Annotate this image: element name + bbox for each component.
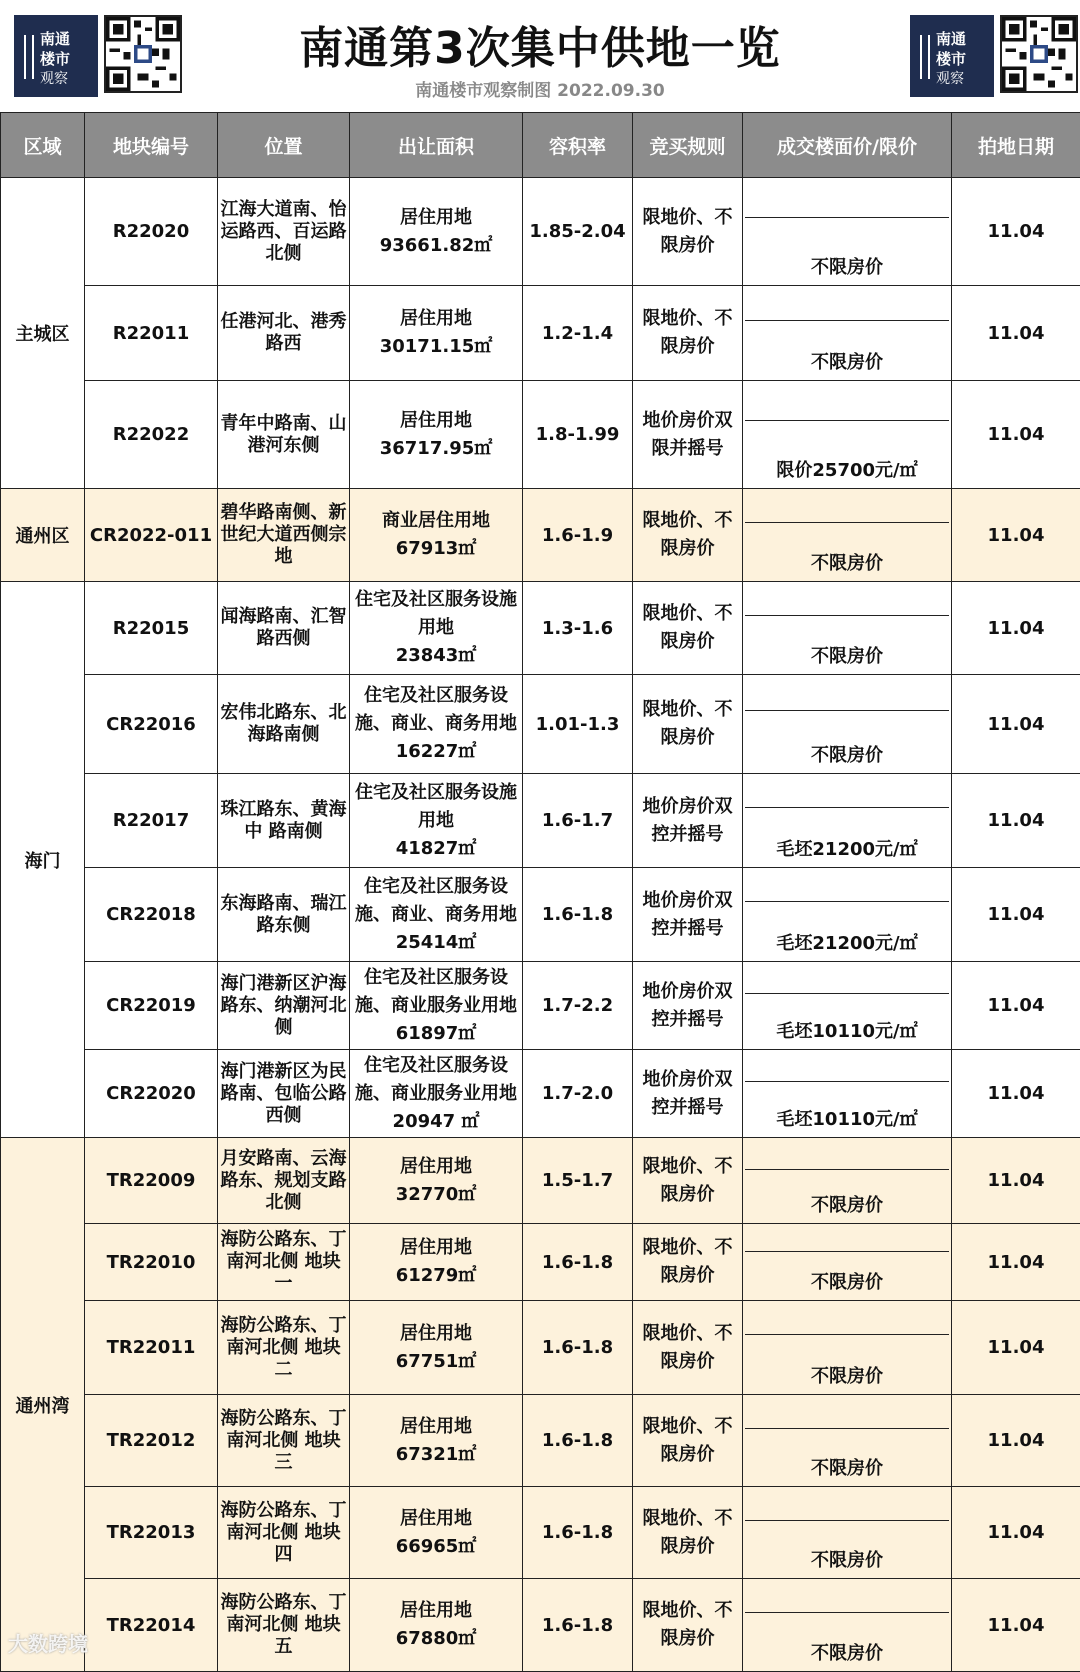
column-header: 拍地日期: [952, 113, 1080, 178]
bidding-rule-cell: 地价房价双限并摇号: [633, 381, 743, 489]
area-value: 67913㎡: [352, 535, 520, 563]
parcel-code-cell: R22022: [85, 381, 218, 489]
area-value: 93661.82㎡: [352, 232, 520, 260]
column-header: 位置: [218, 113, 350, 178]
brand-logo-left: [14, 15, 182, 97]
price-cell: [743, 1579, 952, 1672]
price-cell: [743, 489, 952, 582]
location-cell: 月安路南、云海路东、规划支路北侧: [218, 1138, 350, 1224]
area-value: 67321㎡: [352, 1441, 520, 1469]
logo-mark: [910, 15, 994, 97]
location-cell: 海门港新区沪海路东、纳潮河北侧: [218, 962, 350, 1050]
logo-bars-icon: [920, 35, 930, 79]
bidding-rule-cell: 地价房价双控并摇号: [633, 868, 743, 962]
price-top-subcell: [745, 675, 949, 711]
logo-text-1: 南通: [936, 29, 986, 49]
far-cell: 1.6-1.7: [523, 774, 633, 868]
bidding-rule-cell: 地价房价双控并摇号: [633, 962, 743, 1050]
column-header: 容积率: [523, 113, 633, 178]
price-wrap: [745, 1050, 949, 1137]
far-cell: 1.85-2.04: [523, 178, 633, 286]
area-value: 61279㎡: [352, 1262, 520, 1290]
far-cell: 1.6-1.8: [523, 868, 633, 962]
area-value: 67880㎡: [352, 1625, 520, 1653]
price-cell: [743, 1050, 952, 1138]
auction-date-cell: 11.04: [952, 1395, 1080, 1487]
parcel-code-cell: TR22012: [85, 1395, 218, 1487]
parcel-code-cell: R22015: [85, 582, 218, 675]
auction-date-cell: 11.04: [952, 774, 1080, 868]
logo-text-2: 楼市: [40, 49, 90, 69]
price-top-subcell: [745, 1224, 949, 1252]
location-cell: 宏伟北路东、北海路南侧: [218, 675, 350, 774]
price-top-subcell: [745, 1395, 949, 1429]
bidding-rule-cell: 限地价、不限房价: [633, 489, 743, 582]
far-cell: 1.6-1.8: [523, 1224, 633, 1301]
bidding-rule-cell: 限地价、不限房价: [633, 1487, 743, 1579]
price-cell: [743, 774, 952, 868]
table-row: [1, 1487, 1080, 1579]
price-wrap: [745, 675, 949, 773]
region-cell: 海门: [1, 582, 85, 1138]
price-top-subcell: [745, 1050, 949, 1082]
price-cell: [743, 962, 952, 1050]
bidding-rule-cell: 限地价、不限房价: [633, 1395, 743, 1487]
location-cell: 海防公路东、丁南河北侧 地块四: [218, 1487, 350, 1579]
area-cell: [350, 1487, 523, 1579]
far-cell: 1.8-1.99: [523, 381, 633, 489]
price-top-subcell: [745, 774, 949, 808]
land-supply-table: [0, 112, 1080, 1672]
region-cell: 通州湾: [1, 1138, 85, 1672]
bidding-rule-cell: 限地价、不限房价: [633, 582, 743, 675]
table-row: [1, 774, 1080, 868]
price-cell: [743, 675, 952, 774]
far-cell: 1.6-1.8: [523, 1579, 633, 1672]
auction-date-cell: 11.04: [952, 1487, 1080, 1579]
price-cell: [743, 381, 952, 489]
far-cell: 1.7-2.2: [523, 962, 633, 1050]
area-cell: [350, 1579, 523, 1672]
area-cell: [350, 774, 523, 868]
parcel-code-cell: TR22014: [85, 1579, 218, 1672]
price-limit-value: 不限房价: [745, 1613, 949, 1671]
parcel-code-cell: R22017: [85, 774, 218, 868]
table-row: [1, 1301, 1080, 1395]
logo-text-3: 观察: [40, 69, 90, 89]
location-cell: 海防公路东、丁南河北侧 地块一: [218, 1224, 350, 1301]
qr-code-icon: [104, 15, 182, 93]
land-use-text: 住宅及社区服务设施用地: [352, 586, 520, 642]
area-value: 36717.95㎡: [352, 435, 520, 463]
bidding-rule-cell: 限地价、不限房价: [633, 1301, 743, 1395]
price-cell: [743, 1395, 952, 1487]
price-wrap: [745, 774, 949, 867]
bidding-rule-cell: 地价房价双控并摇号: [633, 774, 743, 868]
table-row: [1, 962, 1080, 1050]
location-cell: 海门港新区为民路南、包临公路西侧: [218, 1050, 350, 1138]
qr-code-icon: [1000, 15, 1078, 93]
price-limit-value: 不限房价: [745, 523, 949, 581]
price-limit-value: 不限房价: [745, 1521, 949, 1578]
price-limit-value: 毛坯21200元/㎡: [745, 808, 949, 867]
price-limit-value: 不限房价: [745, 1252, 949, 1300]
price-wrap: [745, 582, 949, 674]
price-cell: [743, 582, 952, 675]
price-top-subcell: [745, 868, 949, 902]
price-wrap: [745, 1395, 949, 1486]
price-cell: [743, 1301, 952, 1395]
price-cell: [743, 286, 952, 381]
area-cell: [350, 1138, 523, 1224]
land-use-text: 居住用地: [352, 204, 520, 232]
price-wrap: [745, 1579, 949, 1671]
parcel-code-cell: CR22016: [85, 675, 218, 774]
page-title: 南通第3次集中供地一览: [200, 12, 880, 76]
price-wrap: [745, 286, 949, 380]
column-header: 竞买规则: [633, 113, 743, 178]
bidding-rule-cell: 限地价、不限房价: [633, 1224, 743, 1301]
price-cell: [743, 1224, 952, 1301]
area-value: 67751㎡: [352, 1348, 520, 1376]
area-cell: [350, 675, 523, 774]
price-limit-value: 毛坯21200元/㎡: [745, 902, 949, 961]
auction-date-cell: 11.04: [952, 1301, 1080, 1395]
price-limit-value: 限价25700元/㎡: [745, 421, 949, 488]
auction-date-cell: 11.04: [952, 381, 1080, 489]
logo-text-1: 南通: [40, 29, 90, 49]
land-use-text: 住宅及社区服务设施、商业服务业用地: [352, 1052, 520, 1108]
price-wrap: [745, 962, 949, 1049]
land-use-text: 居住用地: [352, 1505, 520, 1533]
land-use-text: 居住用地: [352, 1597, 520, 1625]
land-use-text: 居住用地: [352, 407, 520, 435]
price-top-subcell: [745, 1138, 949, 1170]
land-use-text: 居住用地: [352, 1234, 520, 1262]
auction-date-cell: 11.04: [952, 178, 1080, 286]
area-cell: [350, 381, 523, 489]
far-cell: 1.01-1.3: [523, 675, 633, 774]
land-use-text: 居住用地: [352, 1413, 520, 1441]
table-row: [1, 489, 1080, 582]
price-limit-value: 不限房价: [745, 1170, 949, 1223]
parcel-code-cell: CR22020: [85, 1050, 218, 1138]
auction-date-cell: 11.04: [952, 582, 1080, 675]
table-row: [1, 868, 1080, 962]
area-value: 16227㎡: [352, 738, 520, 766]
price-top-subcell: [745, 1301, 949, 1335]
price-cell: [743, 1487, 952, 1579]
logo-text-2: 楼市: [936, 49, 986, 69]
area-value: 66965㎡: [352, 1533, 520, 1561]
area-value: 20947 ㎡: [352, 1108, 520, 1136]
location-cell: 珠江路东、黄海中 路南侧: [218, 774, 350, 868]
bidding-rule-cell: 地价房价双控并摇号: [633, 1050, 743, 1138]
watermark: 大数跨境: [8, 1628, 88, 1657]
far-cell: 1.6-1.8: [523, 1395, 633, 1487]
price-limit-value: 毛坯10110元/㎡: [745, 994, 949, 1049]
area-cell: [350, 1395, 523, 1487]
parcel-code-cell: TR22010: [85, 1224, 218, 1301]
price-limit-value: 不限房价: [745, 1335, 949, 1394]
bidding-rule-cell: 限地价、不限房价: [633, 1579, 743, 1672]
location-cell: 任港河北、港秀路西: [218, 286, 350, 381]
area-value: 30171.15㎡: [352, 333, 520, 361]
location-cell: 江海大道南、怡运路西、百运路北侧: [218, 178, 350, 286]
page-subtitle: 南通楼市观察制图 2022.09.30: [200, 76, 880, 101]
area-cell: [350, 962, 523, 1050]
parcel-code-cell: CR22018: [85, 868, 218, 962]
column-header: 区域: [1, 113, 85, 178]
price-top-subcell: [745, 582, 949, 616]
far-cell: 1.6-1.9: [523, 489, 633, 582]
area-cell: [350, 178, 523, 286]
land-use-text: 住宅及社区服务设施、商业服务业用地: [352, 964, 520, 1020]
area-value: 41827㎡: [352, 835, 520, 863]
land-use-text: 居住用地: [352, 305, 520, 333]
land-use-text: 居住用地: [352, 1153, 520, 1181]
price-limit-value: 毛坯10110元/㎡: [745, 1082, 949, 1137]
price-top-subcell: [745, 286, 949, 321]
table-row: [1, 582, 1080, 675]
parcel-code-cell: TR22011: [85, 1301, 218, 1395]
price-top-subcell: [745, 178, 949, 218]
logo-bars-icon: [24, 35, 34, 79]
location-cell: 海防公路东、丁南河北侧 地块五: [218, 1579, 350, 1672]
price-top-subcell: [745, 1579, 949, 1613]
parcel-code-cell: TR22009: [85, 1138, 218, 1224]
price-cell: [743, 178, 952, 286]
logo-mark: [14, 15, 98, 97]
price-top-subcell: [745, 489, 949, 523]
price-limit-value: 不限房价: [745, 711, 949, 773]
auction-date-cell: 11.04: [952, 962, 1080, 1050]
table-row: [1, 1050, 1080, 1138]
table-row: [1, 381, 1080, 489]
price-limit-value: 不限房价: [745, 1429, 949, 1486]
location-cell: 海防公路东、丁南河北侧 地块三: [218, 1395, 350, 1487]
auction-date-cell: 11.04: [952, 675, 1080, 774]
parcel-code-cell: CR2022-011: [85, 489, 218, 582]
area-cell: [350, 286, 523, 381]
location-cell: 碧华路南侧、新世纪大道西侧宗地: [218, 489, 350, 582]
land-use-text: 居住用地: [352, 1320, 520, 1348]
price-top-subcell: [745, 1487, 949, 1521]
bidding-rule-cell: 限地价、不限房价: [633, 1138, 743, 1224]
land-use-text: 住宅及社区服务设施、商业、商务用地: [352, 682, 520, 738]
bidding-rule-cell: 限地价、不限房价: [633, 286, 743, 381]
column-header: 成交楼面价/限价: [743, 113, 952, 178]
far-cell: 1.6-1.8: [523, 1301, 633, 1395]
price-wrap: [745, 1301, 949, 1394]
price-cell: [743, 1138, 952, 1224]
area-cell: [350, 1050, 523, 1138]
far-cell: 1.5-1.7: [523, 1138, 633, 1224]
location-cell: 青年中路南、山港河东侧: [218, 381, 350, 489]
parcel-code-cell: CR22019: [85, 962, 218, 1050]
area-value: 23843㎡: [352, 642, 520, 670]
area-cell: [350, 582, 523, 675]
area-cell: [350, 1301, 523, 1395]
region-cell: 通州区: [1, 489, 85, 582]
table-row: [1, 178, 1080, 286]
auction-date-cell: 11.04: [952, 1138, 1080, 1224]
table-header-row: [1, 113, 1080, 178]
table-row: [1, 1579, 1080, 1672]
far-cell: 1.6-1.8: [523, 1487, 633, 1579]
auction-date-cell: 11.04: [952, 489, 1080, 582]
land-use-text: 商业居住用地: [352, 507, 520, 535]
area-cell: [350, 1224, 523, 1301]
area-value: 61897㎡: [352, 1020, 520, 1048]
auction-date-cell: 11.04: [952, 1224, 1080, 1301]
table-row: [1, 1138, 1080, 1224]
area-value: 25414㎡: [352, 929, 520, 957]
region-cell: 主城区: [1, 178, 85, 489]
logo-text-3: 观察: [936, 69, 986, 89]
price-limit-value: 不限房价: [745, 616, 949, 674]
area-cell: [350, 868, 523, 962]
table-row: [1, 1224, 1080, 1301]
area-cell: [350, 489, 523, 582]
price-wrap: [745, 1224, 949, 1300]
price-wrap: [745, 1487, 949, 1578]
price-wrap: [745, 178, 949, 285]
column-header: 地块编号: [85, 113, 218, 178]
price-wrap: [745, 868, 949, 961]
parcel-code-cell: TR22013: [85, 1487, 218, 1579]
bidding-rule-cell: 限地价、不限房价: [633, 178, 743, 286]
location-cell: 闻海路南、汇智路西侧: [218, 582, 350, 675]
auction-date-cell: 11.04: [952, 1050, 1080, 1138]
price-wrap: [745, 489, 949, 581]
land-use-text: 住宅及社区服务设施、商业、商务用地: [352, 873, 520, 929]
price-limit-value: 不限房价: [745, 218, 949, 285]
bidding-rule-cell: 限地价、不限房价: [633, 675, 743, 774]
parcel-code-cell: R22020: [85, 178, 218, 286]
parcel-code-cell: R22011: [85, 286, 218, 381]
auction-date-cell: 11.04: [952, 1579, 1080, 1672]
far-cell: 1.3-1.6: [523, 582, 633, 675]
location-cell: 东海路南、瑞江路东侧: [218, 868, 350, 962]
land-use-text: 住宅及社区服务设施用地: [352, 779, 520, 835]
auction-date-cell: 11.04: [952, 868, 1080, 962]
page-header: [0, 0, 1080, 112]
brand-logo-right: [910, 15, 1078, 97]
table-row: [1, 286, 1080, 381]
table-row: [1, 1395, 1080, 1487]
area-value: 32770㎡: [352, 1181, 520, 1209]
far-cell: 1.2-1.4: [523, 286, 633, 381]
column-header: 出让面积: [350, 113, 523, 178]
location-cell: 海防公路东、丁南河北侧 地块二: [218, 1301, 350, 1395]
price-wrap: [745, 1138, 949, 1223]
price-wrap: [745, 381, 949, 488]
price-limit-value: 不限房价: [745, 321, 949, 380]
price-cell: [743, 868, 952, 962]
price-top-subcell: [745, 962, 949, 994]
price-top-subcell: [745, 381, 949, 421]
auction-date-cell: 11.04: [952, 286, 1080, 381]
far-cell: 1.7-2.0: [523, 1050, 633, 1138]
table-row: [1, 675, 1080, 774]
